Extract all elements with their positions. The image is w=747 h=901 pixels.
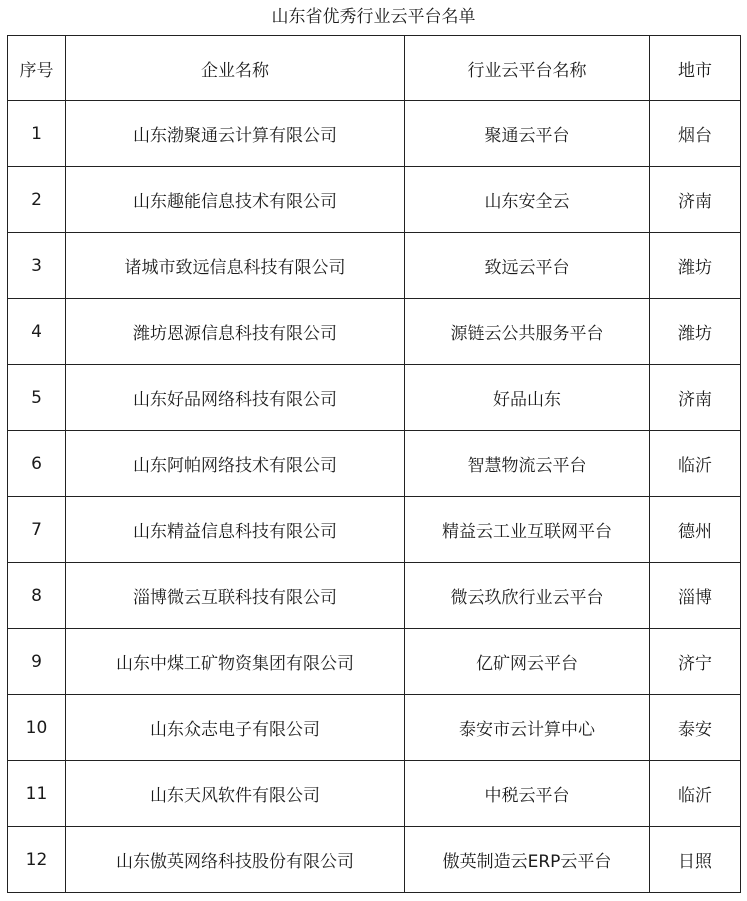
cell-city: 临沂 (650, 761, 741, 827)
header-city: 地市 (650, 36, 741, 101)
header-platform: 行业云平台名称 (405, 36, 650, 101)
cell-city: 济南 (650, 365, 741, 431)
table-row (8, 629, 741, 695)
platform-list-table (7, 35, 741, 893)
cell-company: 淄博微云互联科技有限公司 (66, 563, 405, 629)
header-no: 序号 (8, 36, 66, 101)
cell-company: 山东渤聚通云计算有限公司 (66, 101, 405, 167)
cell-no: 4 (8, 299, 66, 365)
cell-company: 山东傲英网络科技股份有限公司 (66, 827, 405, 893)
cell-no: 1 (8, 101, 66, 167)
cell-no: 3 (8, 233, 66, 299)
cell-city: 烟台 (650, 101, 741, 167)
cell-company: 山东阿帕网络技术有限公司 (66, 431, 405, 497)
cell-platform: 微云玖欣行业云平台 (405, 563, 650, 629)
cell-city: 德州 (650, 497, 741, 563)
cell-city: 济宁 (650, 629, 741, 695)
cell-company: 山东精益信息科技有限公司 (66, 497, 405, 563)
cell-platform: 智慧物流云平台 (405, 431, 650, 497)
cell-platform: 中税云平台 (405, 761, 650, 827)
cell-platform: 聚通云平台 (405, 101, 650, 167)
cell-platform: 好品山东 (405, 365, 650, 431)
document-title: 山东省优秀行业云平台名单 (271, 7, 476, 27)
cell-company: 山东天风软件有限公司 (66, 761, 405, 827)
cell-platform: 傲英制造云ERP云平台 (405, 827, 650, 893)
cell-platform: 源链云公共服务平台 (405, 299, 650, 365)
cell-city: 潍坊 (650, 233, 741, 299)
cell-no: 10 (8, 695, 66, 761)
cell-platform: 山东安全云 (405, 167, 650, 233)
cell-no: 9 (8, 629, 66, 695)
cell-company: 山东众志电子有限公司 (66, 695, 405, 761)
cell-platform: 亿矿网云平台 (405, 629, 650, 695)
cell-company: 山东中煤工矿物资集团有限公司 (66, 629, 405, 695)
table-row (8, 695, 741, 761)
table-row (8, 761, 741, 827)
cell-no: 11 (8, 761, 66, 827)
cell-no: 6 (8, 431, 66, 497)
cell-company: 潍坊恩源信息科技有限公司 (66, 299, 405, 365)
table-row (8, 299, 741, 365)
cell-platform: 致远云平台 (405, 233, 650, 299)
table-row (8, 101, 741, 167)
cell-company: 山东好品网络科技有限公司 (66, 365, 405, 431)
header-company: 企业名称 (66, 36, 405, 101)
cell-no: 7 (8, 497, 66, 563)
table-row (8, 233, 741, 299)
cell-city: 日照 (650, 827, 741, 893)
cell-no: 12 (8, 827, 66, 893)
cell-platform: 泰安市云计算中心 (405, 695, 650, 761)
cell-city: 济南 (650, 167, 741, 233)
table-header-row (8, 36, 741, 101)
table-row (8, 497, 741, 563)
cell-platform: 精益云工业互联网平台 (405, 497, 650, 563)
cell-no: 8 (8, 563, 66, 629)
table-row (8, 827, 741, 893)
cell-city: 淄博 (650, 563, 741, 629)
cell-city: 潍坊 (650, 299, 741, 365)
cell-no: 5 (8, 365, 66, 431)
cell-company: 山东趣能信息技术有限公司 (66, 167, 405, 233)
table-row (8, 365, 741, 431)
table-row (8, 563, 741, 629)
table-row (8, 431, 741, 497)
cell-city: 泰安 (650, 695, 741, 761)
cell-city: 临沂 (650, 431, 741, 497)
table-row (8, 167, 741, 233)
cell-company: 诸城市致远信息科技有限公司 (66, 233, 405, 299)
cell-no: 2 (8, 167, 66, 233)
